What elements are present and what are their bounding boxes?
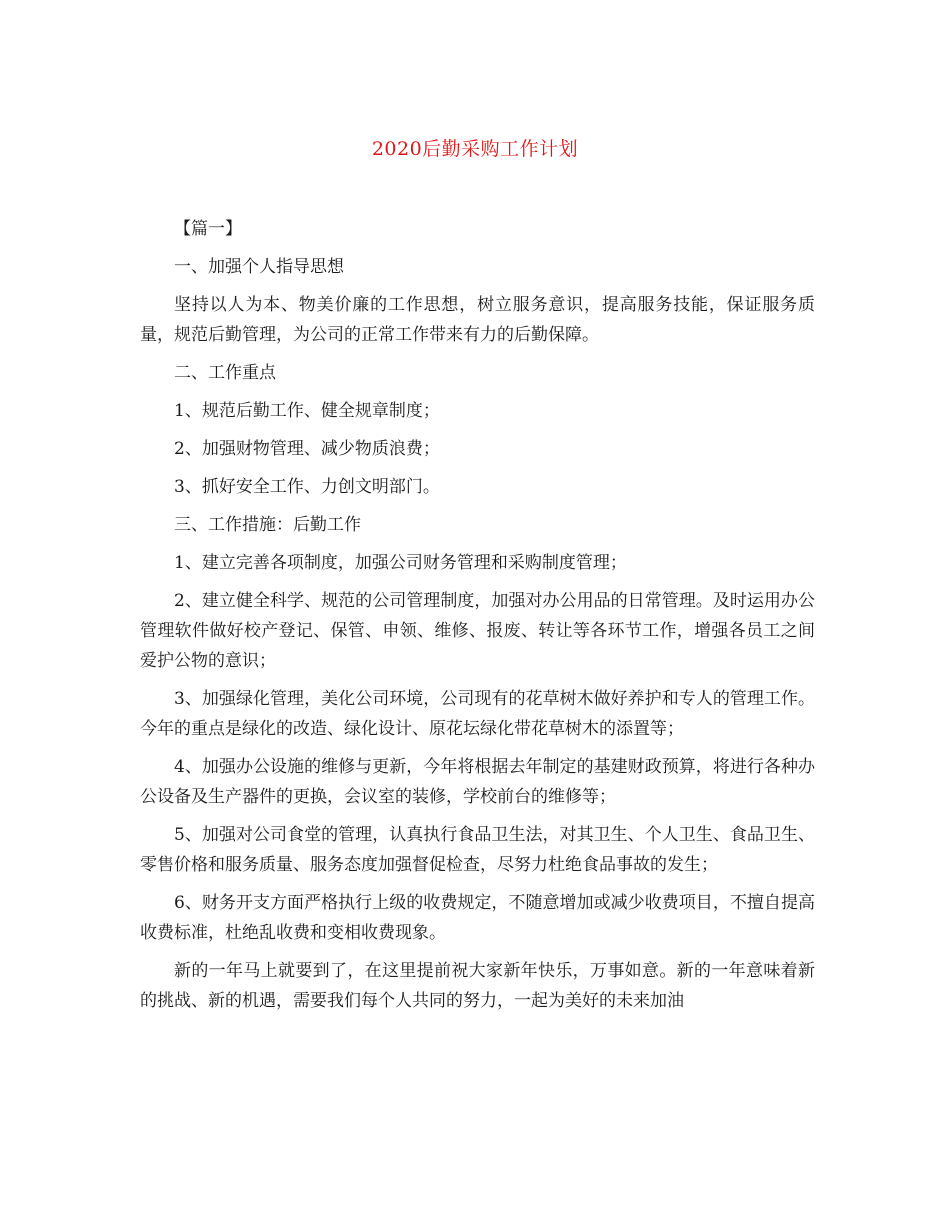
list-item: 1、建立完善各项制度，加强公司财务管理和采购制度管理；	[174, 553, 627, 573]
heading-guiding-principle: 一、加强个人指导思想	[174, 257, 344, 277]
list-item: 5、加强对公司食堂的管理，认真执行食品卫生法，对其卫生、个人卫生、食品卫生、零售价格和服务质量、服务态度加强督促检查，尽努力杜绝食品事故的发生；	[140, 825, 815, 875]
document-body	[140, 214, 815, 1024]
document-title: 2020后勤采购工作计划	[371, 138, 579, 160]
paragraph: 坚持以人为本、物美价廉的工作思想，树立服务意识，提高服务技能，保证服务质量，规范后勤管理，为公司的正常工作带来有力的后勤保障。	[140, 295, 815, 345]
list-item: 3、抓好安全工作、力创文明部门。	[174, 477, 440, 497]
list-item: 6、财务开支方面严格执行上级的收费规定，不随意增加或减少收费项目，不擅自提高收费标准，杜绝乱收费和变相收费现象。	[140, 893, 815, 943]
heading-work-focus: 二、工作重点	[174, 363, 276, 383]
list-item: 1、规范后勤工作、健全规章制度；	[174, 401, 440, 421]
closing-paragraph: 新的一年马上就要到了，在这里提前祝大家新年快乐，万事如意。新的一年意味着新的挑战、新的机遇，需要我们每个人共同的努力，一起为美好的未来加油	[140, 961, 815, 1011]
heading-work-measures: 三、工作措施：后勤工作	[174, 515, 361, 535]
list-item: 2、建立健全科学、规范的公司管理制度，加强对办公用品的日常管理。及时运用办公管理软件做好校产登记、保管、申领、维修、报废、转让等各环节工作，增强各员工之间爱护公物的意识；	[140, 591, 815, 671]
list-item: 2、加强财物管理、减少物质浪费；	[174, 439, 440, 459]
section-marker: 【篇一】	[174, 219, 242, 239]
list-item: 3、加强绿化管理，美化公司环境，公司现有的花草树木做好养护和专人的管理工作。今年的重点是绿化的改造、绿化设计、原花坛绿化带花草树木的添置等；	[140, 689, 815, 739]
list-item: 4、加强办公设施的维修与更新，今年将根据去年制定的基建财政预算，将进行各种办公设备及生产器件的更换，会议室的装修，学校前台的维修等；	[140, 757, 815, 807]
